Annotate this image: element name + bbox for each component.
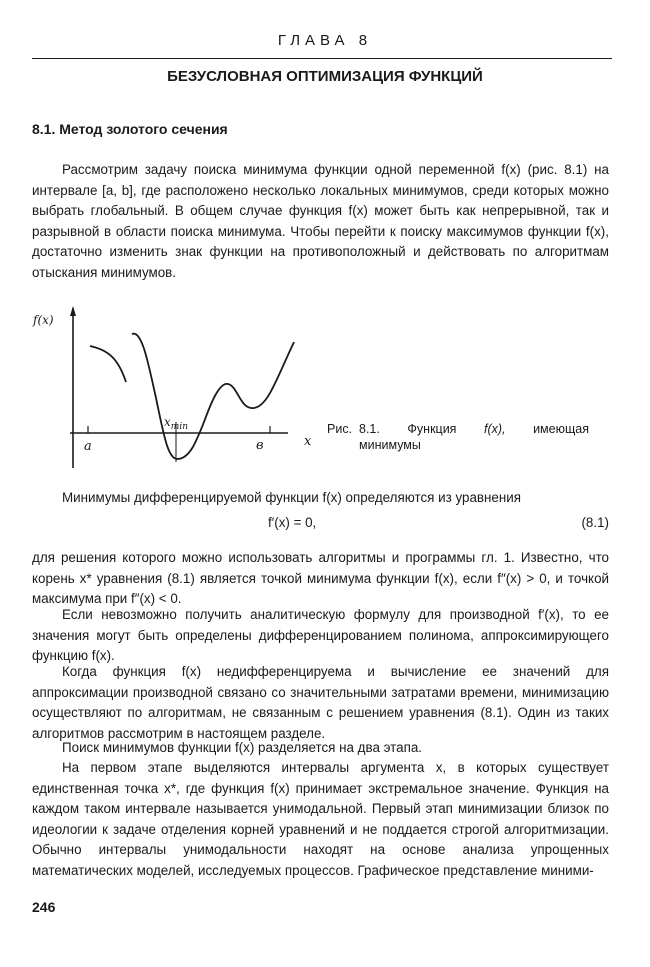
curve-segment-2 [132, 334, 294, 459]
curve-segment-1 [90, 346, 126, 382]
equation-number: (8.1) [581, 515, 609, 530]
xmin-label: $x_{min}$ [164, 415, 188, 432]
caption-prefix: Рис. 8.1. [327, 422, 380, 436]
paragraph-root: для решения которого можно использовать алгоритмы и программы гл. 1. Известно, что корень x* уравнения (8.1) является точкой минимума функции f(x), если f″(x) > 0, и точкой максимума при f″(x) < 0. [32, 550, 609, 607]
b-label: в [256, 438, 264, 453]
caption-word: Функция [407, 422, 457, 436]
y-axis-label: f(x) [33, 313, 54, 327]
paragraph-intro: Рассмотрим задачу поиска минимума функции одной переменной f(x) (рис. 8.1) на интервале [a, b], где расположено несколько локальных минимумов, среди которых можно выбрать глобальный. В общем случае функция f(x) может быть как непрерывной, так и разрывной в области поиска минимума. Чтобы перейти к поиску максимумов функции f(x), достаточно изменить знак функции на противоположный и действовать по алгоритмам отыскания минимумов. [32, 162, 609, 280]
figure-caption [327, 421, 589, 453]
equation-8-1: f′(x) = 0, [268, 515, 317, 530]
paragraph-derivative: Если невозможно получить аналитическую формулу для производной f′(x), то ее значения могут быть определены дифференцированием полинома, аппроксимирующего функцию f(x). [32, 607, 609, 664]
chapter-heading: ГЛАВА 8 [277, 32, 373, 49]
paragraph-stages: Поиск минимумов функции f(x) разделяется на два этапа. [62, 740, 423, 755]
caption-fx: f(x), [484, 422, 506, 436]
x-axis-label: x [304, 434, 312, 449]
a-label: a [84, 439, 92, 454]
paragraph-minima: Минимумы дифференцируемой функции f(x) определяются из уравнения [62, 490, 521, 505]
y-axis-arrow-icon [70, 306, 76, 316]
caption-line-2: минимумы [359, 438, 421, 452]
function-graph [30, 302, 320, 474]
figure-8-1 [30, 302, 320, 474]
paragraph-first-stage: На первом этапе выделяются интервалы аргумента x, в которых существует единственная точка x*, где функция f(x) принимает экстремальное значение. Функция на каждом таком интервале называется унимодальной. Первый этап минимизации близок по идеологии к задаче отделения корней уравнений и не поддается строгой алгоритмизации. Обычно интервалы унимодальности находят на основе анализа упрощенных математических моделей, исследуемых процессов. Графическое представление миними- [32, 760, 609, 878]
chapter-title: БЕЗУСЛОВНАЯ ОПТИМИЗАЦИЯ ФУНКЦИЙ [167, 68, 483, 85]
caption-line-1 [327, 421, 589, 437]
paragraph-nondiff: Когда функция f(x) недифференцируема и вычисление ее значений для аппроксимации производной связано со значительными затратами времени, минимизацию осуществляют по алгоритмам, не связанным с решением уравнения (8.1). Один из таких алгоритмов рассмотрим в настоящем разделе. [32, 664, 609, 741]
section-heading: 8.1. Метод золотого сечения [32, 121, 228, 137]
page-number: 246 [32, 899, 56, 915]
header-rule [32, 58, 612, 59]
caption-having: имеющая [533, 422, 589, 436]
